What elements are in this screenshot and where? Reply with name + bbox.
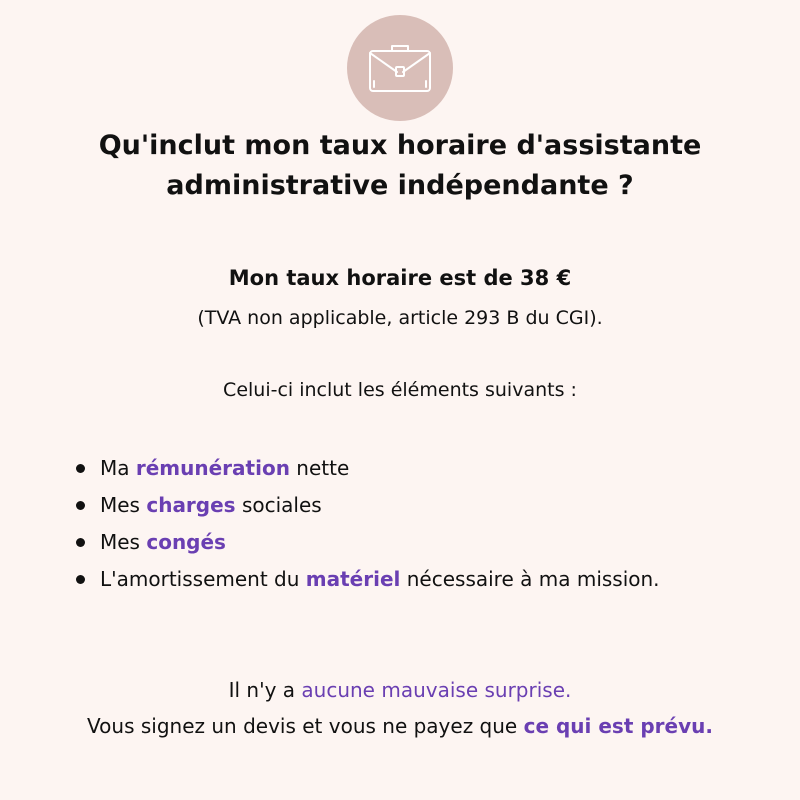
bullet-icon	[76, 464, 85, 473]
item-text: Mes	[100, 493, 147, 517]
vat-note: (TVA non applicable, article 293 B du CGI).	[197, 307, 603, 329]
page-title: Qu'inclut mon taux horaire d'assistante administrative indépendante ?	[98, 130, 702, 201]
item-text-end: sociales	[235, 493, 322, 517]
closing-text: Vous signez un devis et vous ne payez que	[87, 714, 524, 738]
bullet-icon	[76, 501, 85, 510]
item-text-end: nette	[289, 456, 350, 480]
list-item	[70, 561, 730, 598]
list-item	[70, 450, 730, 487]
closing-highlight: aucune mauvaise surprise.	[301, 678, 572, 702]
bullet-icon	[76, 538, 85, 547]
closing-line-1	[40, 672, 760, 708]
item-highlight: matériel	[305, 567, 401, 591]
intro-text: Celui-ci inclut les éléments suivants :	[223, 379, 577, 401]
item-text: Ma	[100, 456, 136, 480]
list-item	[70, 524, 730, 561]
closing-line-2	[40, 708, 760, 744]
closing-highlight: ce qui est prévu.	[523, 714, 713, 738]
bullet-icon	[76, 575, 85, 584]
hourly-rate-heading: Mon taux horaire est de 38 €	[228, 266, 572, 290]
briefcase-icon	[364, 41, 436, 97]
item-highlight: charges	[146, 493, 236, 517]
item-text-end: nécessaire à ma mission.	[400, 567, 660, 591]
included-items-list	[70, 450, 730, 598]
closing-statement	[40, 672, 760, 744]
item-highlight: rémunération	[135, 456, 290, 480]
briefcase-icon-badge	[347, 15, 453, 121]
list-item	[70, 487, 730, 524]
item-text: Mes	[100, 530, 147, 554]
closing-text: Il n'y a	[228, 678, 302, 702]
item-highlight: congés	[146, 530, 226, 554]
item-text: L'amortissement du	[100, 567, 306, 591]
